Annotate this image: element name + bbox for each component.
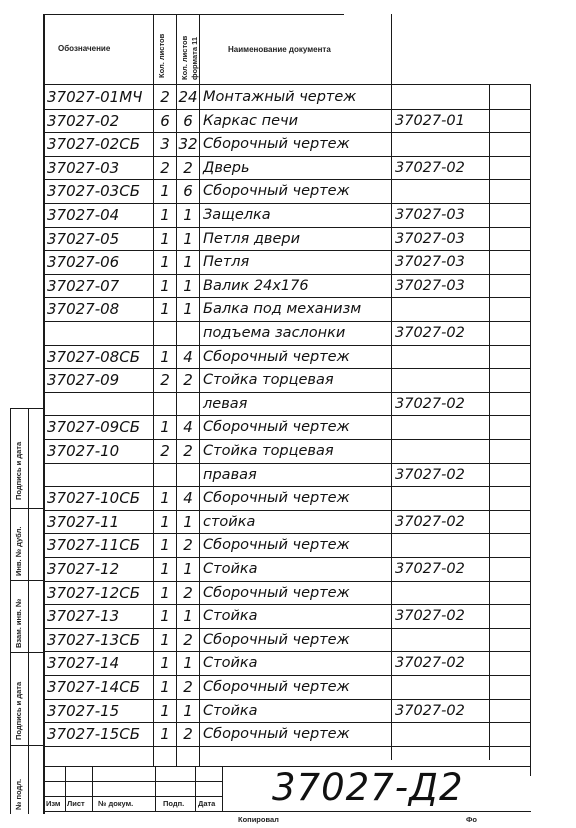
- cell-designation: 37027-08: [47, 300, 120, 319]
- tb-label-list: Лист: [67, 799, 85, 808]
- table-row: [0, 440, 576, 464]
- cell-designation: 37027-10: [47, 442, 120, 460]
- cell-designation: 37027-02: [47, 111, 120, 130]
- cell-sheets: 1: [160, 347, 170, 366]
- cell-sheets-format: 24: [178, 88, 198, 106]
- cell-sheets-format: 4: [183, 489, 193, 508]
- cell-doc-name: Монтажный чертеж: [203, 89, 357, 105]
- table-row: [0, 346, 576, 370]
- cell-sheets: 1: [160, 607, 170, 626]
- cell-designation: 37027-02СБ: [47, 135, 140, 154]
- cell-doc-name: Сборочный чертеж: [203, 136, 350, 153]
- cell-sheets: 2: [160, 88, 170, 106]
- cell-designation: 37027-11: [47, 512, 120, 531]
- cell-reference: 37027-02: [395, 159, 465, 176]
- cell-reference: 37027-02: [395, 395, 465, 412]
- document-code: 37027-Д2: [272, 766, 464, 809]
- cell-sheets-format: 2: [183, 678, 193, 696]
- cell-sheets-format: 1: [183, 276, 193, 295]
- table-row: [0, 464, 576, 488]
- header-sheets-format: Кол. листов формата 11: [180, 35, 199, 80]
- cell-sheets-format: 2: [183, 583, 193, 602]
- cell-reference: 37027-03: [395, 230, 465, 247]
- cell-doc-name: Стойка: [203, 608, 258, 625]
- cell-sheets: 1: [160, 701, 170, 720]
- cell-reference: 37027-02: [395, 466, 465, 483]
- cell-designation: 37027-13СБ: [47, 630, 140, 649]
- cell-reference: 37027-02: [395, 608, 465, 625]
- cell-reference: 37027-03: [395, 207, 465, 223]
- tb-tick: [530, 768, 531, 776]
- tb-label-sign: Подп.: [163, 799, 185, 808]
- cell-designation: 37027-12СБ: [47, 583, 140, 602]
- table-row: [0, 582, 576, 606]
- cell-sheets-format: 6: [183, 111, 193, 130]
- cell-doc-name: Сборочный чертеж: [203, 348, 350, 365]
- table-row: [0, 676, 576, 700]
- cell-doc-name: стойка: [203, 513, 256, 530]
- cell-doc-name: Стойка: [203, 702, 258, 719]
- cell-sheets: 1: [160, 276, 170, 295]
- cell-sheets: 1: [160, 182, 170, 201]
- table-row: [0, 133, 576, 157]
- cell-designation: 37027-03: [47, 158, 120, 177]
- table-row: [0, 511, 576, 535]
- side-label-inv-dubl: Инв. № дубл.: [14, 526, 23, 576]
- cell-sheets: 3: [160, 135, 170, 154]
- table-row: [0, 322, 576, 346]
- side-label-sign-date-1: Подпись и дата: [14, 441, 23, 500]
- header-right: [391, 14, 392, 84]
- cell-designation: 37027-07: [47, 276, 120, 295]
- cell-doc-name: Сборочный чертеж: [203, 537, 350, 554]
- cell-sheets-format: 1: [183, 701, 193, 720]
- cell-doc-name: левая: [203, 395, 248, 412]
- cell-sheets: 1: [160, 229, 170, 248]
- cell-sheets: 1: [160, 489, 170, 508]
- tb-col-4: [195, 766, 196, 811]
- side-strip-sep-3: [10, 580, 44, 581]
- cell-doc-name: Каркас печи: [203, 112, 299, 129]
- table-row: [0, 251, 576, 275]
- cell-doc-name: Сборочный чертеж: [203, 584, 350, 601]
- table-row: [0, 157, 576, 181]
- cell-sheets: 1: [160, 678, 170, 696]
- table-row: [0, 487, 576, 511]
- cell-sheets: 6: [160, 111, 170, 130]
- cell-reference: 37027-02: [395, 655, 465, 672]
- cell-sheets: 1: [160, 418, 170, 437]
- table-row: [0, 605, 576, 629]
- cell-sheets: 1: [160, 512, 170, 531]
- table-row: [0, 228, 576, 252]
- cell-designation: 37027-11СБ: [47, 536, 140, 555]
- table-row: [0, 393, 576, 417]
- cell-sheets-format: 2: [183, 371, 193, 390]
- table-row: [0, 652, 576, 676]
- table-row: [0, 700, 576, 724]
- cell-doc-name: Балка под механизм: [203, 301, 362, 318]
- cell-sheets-format: 1: [183, 560, 193, 578]
- header-doc-name: Наименование документа: [228, 45, 331, 54]
- cell-designation: 37027-01МЧ: [47, 88, 143, 106]
- cell-sheets: 1: [160, 536, 170, 555]
- tb-label-format: Фо: [466, 815, 477, 824]
- cell-designation: 37027-08СБ: [47, 347, 140, 366]
- cell-designation: 37027-03СБ: [47, 182, 140, 201]
- tb-col-5: [222, 766, 223, 811]
- side-strip-sep-1: [10, 408, 44, 409]
- table-row: [0, 110, 576, 134]
- cell-designation: 37027-05: [47, 229, 120, 248]
- cell-doc-name: Сборочный чертеж: [203, 419, 350, 436]
- cell-sheets-format: 2: [183, 536, 193, 555]
- cell-sheets-format: 1: [183, 206, 193, 224]
- cell-designation: 37027-09СБ: [47, 418, 140, 437]
- cell-doc-name: Стойка торцевая: [203, 443, 334, 459]
- cell-sheets-format: 32: [178, 135, 198, 154]
- cell-designation: 37027-14: [47, 654, 120, 673]
- cell-sheets-format: 1: [183, 300, 193, 319]
- cell-sheets-format: 4: [183, 347, 193, 366]
- table-row: [0, 723, 576, 747]
- cell-doc-name: Сборочный чертеж: [203, 679, 350, 695]
- side-strip-sep-5: [10, 745, 44, 746]
- side-label-sign-date-2: Подпись и дата: [14, 681, 23, 740]
- cell-designation: 37027-09: [47, 371, 120, 390]
- cell-designation: 37027-06: [47, 253, 120, 272]
- cell-doc-name: Сборочный чертеж: [203, 726, 350, 743]
- side-label-inv-podl: № подл.: [14, 778, 23, 810]
- cell-reference: 37027-03: [395, 277, 465, 294]
- cell-designation: 37027-15СБ: [47, 725, 140, 744]
- cell-doc-name: Стойка торцевая: [203, 372, 334, 389]
- tb-label-copied: Копировал: [238, 815, 279, 824]
- tb-label-doc-num: № докум.: [98, 799, 134, 808]
- cell-reference: 37027-02: [395, 325, 465, 341]
- cell-sheets-format: 4: [183, 418, 193, 437]
- cell-doc-name: правая: [203, 466, 257, 483]
- cell-doc-name: Валик 24х176: [203, 277, 309, 294]
- side-strip-sep-2: [10, 508, 44, 509]
- cell-designation: 37027-10СБ: [47, 489, 140, 508]
- side-strip-inner: [10, 408, 11, 814]
- cell-sheets-format: 1: [183, 654, 193, 673]
- cell-sheets-format: 2: [183, 158, 193, 177]
- tb-label-izm: Изм: [46, 799, 61, 808]
- cell-doc-name: Сборочный чертеж: [203, 183, 350, 200]
- cell-sheets: 1: [160, 560, 170, 578]
- table-row: [0, 180, 576, 204]
- cell-doc-name: Стойка: [203, 561, 258, 577]
- row-divider: [44, 746, 531, 747]
- tb-col-3: [155, 766, 156, 811]
- cell-designation: 37027-13: [47, 607, 120, 626]
- cell-sheets-format: 1: [183, 607, 193, 626]
- cell-designation: 37027-04: [47, 206, 120, 224]
- cell-sheets-format: 2: [183, 725, 193, 744]
- tb-col-2: [92, 766, 93, 811]
- cell-designation: 37027-14СБ: [47, 678, 140, 696]
- cell-sheets-format: 1: [183, 512, 193, 531]
- cell-reference: 37027-03: [395, 254, 465, 271]
- cell-doc-name: Стойка: [203, 655, 258, 672]
- header-bottom: [44, 84, 531, 85]
- cell-doc-name: Петля двери: [203, 230, 300, 247]
- table-row: [0, 369, 576, 393]
- header-designation: Обозначение: [58, 44, 111, 53]
- cell-designation: 37027-15: [47, 701, 120, 720]
- table-row: [0, 534, 576, 558]
- cell-sheets: 1: [160, 630, 170, 649]
- tb-bottom: [44, 811, 531, 812]
- side-label-vzam-inv: Взам. инв. №: [14, 598, 23, 648]
- cell-sheets: 1: [160, 253, 170, 272]
- side-strip-sep-4: [10, 652, 44, 653]
- cell-doc-name: подъема заслонки: [203, 325, 346, 341]
- cell-sheets-format: 1: [183, 253, 193, 272]
- cell-sheets-format: 1: [183, 229, 193, 248]
- cell-doc-name: Сборочный чертеж: [203, 490, 350, 507]
- cell-doc-name: Петля: [203, 254, 250, 271]
- cell-sheets: 2: [160, 158, 170, 177]
- cell-sheets: 2: [160, 442, 170, 460]
- table-row: [0, 629, 576, 653]
- table-row: [0, 86, 576, 110]
- cell-sheets: 1: [160, 206, 170, 224]
- table-row: [0, 558, 576, 582]
- cell-sheets: 2: [160, 371, 170, 390]
- tb-col-1: [65, 766, 66, 811]
- table-row: [0, 416, 576, 440]
- cell-sheets: 1: [160, 583, 170, 602]
- table-row: [0, 204, 576, 228]
- cell-reference: 37027-01: [395, 112, 465, 129]
- cell-sheets-format: 2: [183, 630, 193, 649]
- cell-sheets-format: 6: [183, 182, 193, 201]
- cell-doc-name: Защелка: [203, 207, 271, 223]
- cell-doc-name: Дверь: [203, 159, 250, 176]
- cell-doc-name: Сборочный чертеж: [203, 631, 350, 648]
- cell-sheets-format: 2: [183, 442, 193, 460]
- cell-reference: 37027-02: [395, 561, 465, 577]
- cell-sheets: 1: [160, 300, 170, 319]
- cell-reference: 37027-02: [395, 702, 465, 719]
- cell-sheets: 1: [160, 725, 170, 744]
- header-sheets: Кол. листов: [157, 33, 166, 78]
- cell-sheets: 1: [160, 654, 170, 673]
- table-row: [0, 275, 576, 299]
- cell-reference: 37027-02: [395, 513, 465, 530]
- tb-label-date: Дата: [198, 799, 216, 808]
- cell-designation: 37027-12: [47, 560, 120, 578]
- table-row: [0, 298, 576, 322]
